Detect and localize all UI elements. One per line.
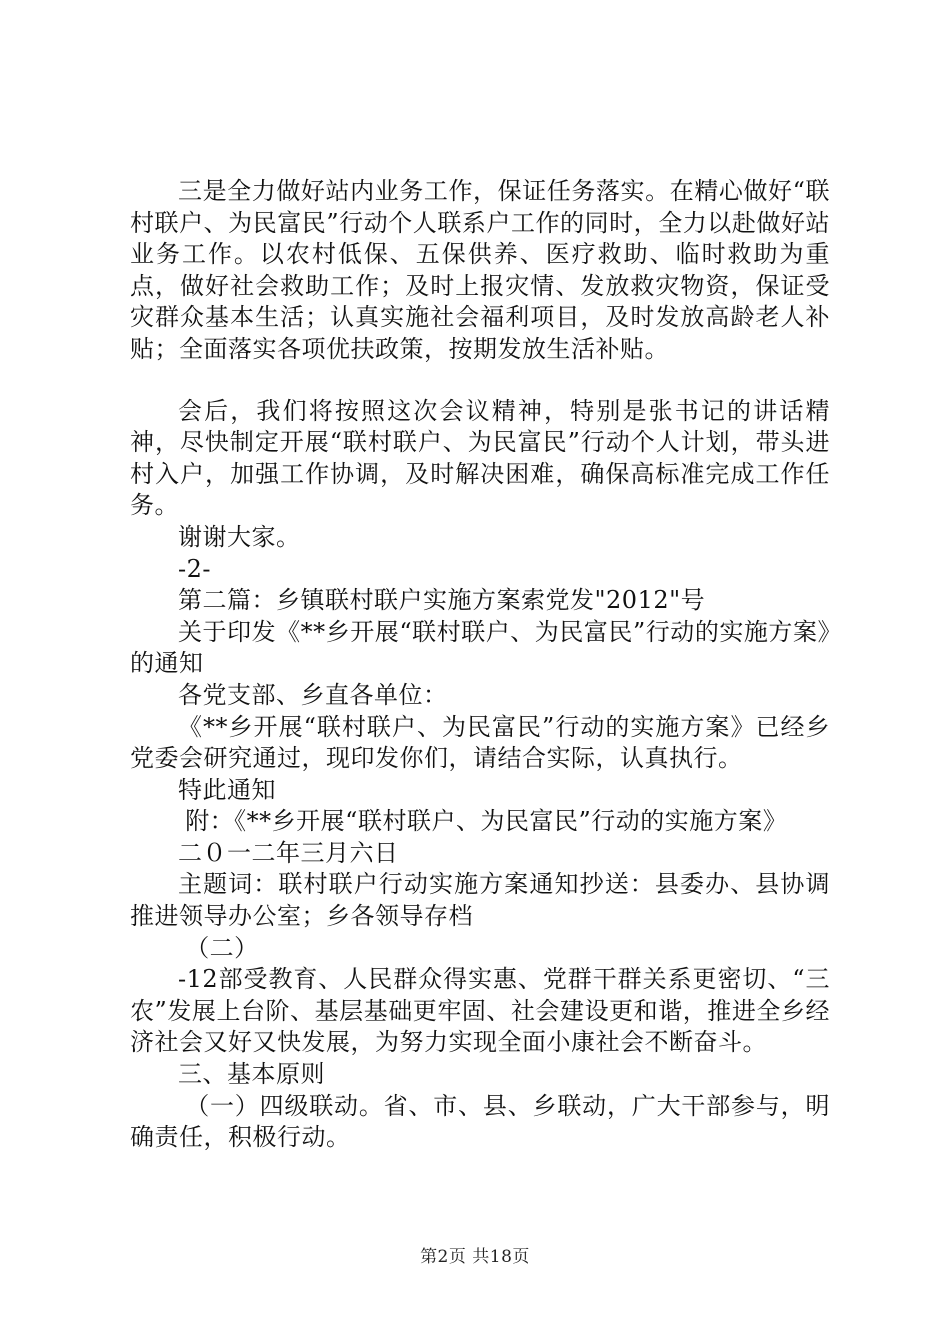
paragraph-keywords: 主题词：联村联户行动实施方案通知抄送：县委办、县协调推进领导办公室；乡各领导存档 xyxy=(130,870,830,931)
document-body xyxy=(130,176,830,1154)
paragraph-principles-heading: 三、基本原则 xyxy=(178,1060,325,1089)
paragraph-goals: -12部受教育、人民群众得实惠、党群干群关系更密切、“三农”发展上台阶、基层基础更牢固、社会建设更和谐，推进全乡经济社会又好又快发展，为努力实现全面小康社会不断奋斗。 xyxy=(130,965,830,1057)
paragraph-date: 二０一二年三月六日 xyxy=(178,838,399,867)
paragraph-page-marker: -2- xyxy=(178,554,211,583)
paragraph-chapter-title: 第二篇：乡镇联村联户实施方案索党发"2012"号 xyxy=(178,586,706,615)
paragraph-attachment: 附：《**乡开展“联村联户、为民富民”行动的实施方案》 xyxy=(185,807,788,836)
paragraph-addressees: 各党支部、乡直各单位： xyxy=(178,680,448,709)
paragraph-after-meeting: 会后，我们将按照这次会议精神，特别是张书记的讲话精神，尽快制定开展“联村联户、为民富民”行动个人计划，带头进村入户，加强工作协调，及时解决困难，确保高标准完成工作任务。 xyxy=(130,396,830,520)
paragraph-principle-one: （一）四级联动。省、市、县、乡联动，广大干部参与，明确责任，积极行动。 xyxy=(130,1091,830,1152)
paragraph-thanks: 谢谢大家。 xyxy=(178,522,301,551)
paragraph-section-two: （二） xyxy=(185,933,259,962)
paragraph-work-tasks: 三是全力做好站内业务工作，保证任务落实。在精心做好“联村联户、为民富民”行动个人联系户工作的同时，全力以赴做好站业务工作。以农村低保、五保供养、医疗救助、临时救助为重点，做好社会救助工作；及时上报灾情、发放救灾物资，保证受灾群众基本生活；认真实施社会福利项目，及时发放高龄老人补贴；全面落实各项优扶政策，按期发放生活补贴。 xyxy=(130,177,830,363)
paragraph-notice-title: 关于印发《**乡开展“联村联户、为民富民”行动的实施方案》的通知 xyxy=(130,617,830,678)
paragraph-notice-close: 特此通知 xyxy=(178,775,276,804)
page-footer: 第2页 共18页 xyxy=(420,1247,530,1267)
paragraph-notice-body: 《**乡开展“联村联户、为民富民”行动的实施方案》已经乡党委会研究通过，现印发你们，请结合实际，认真执行。 xyxy=(130,712,830,773)
